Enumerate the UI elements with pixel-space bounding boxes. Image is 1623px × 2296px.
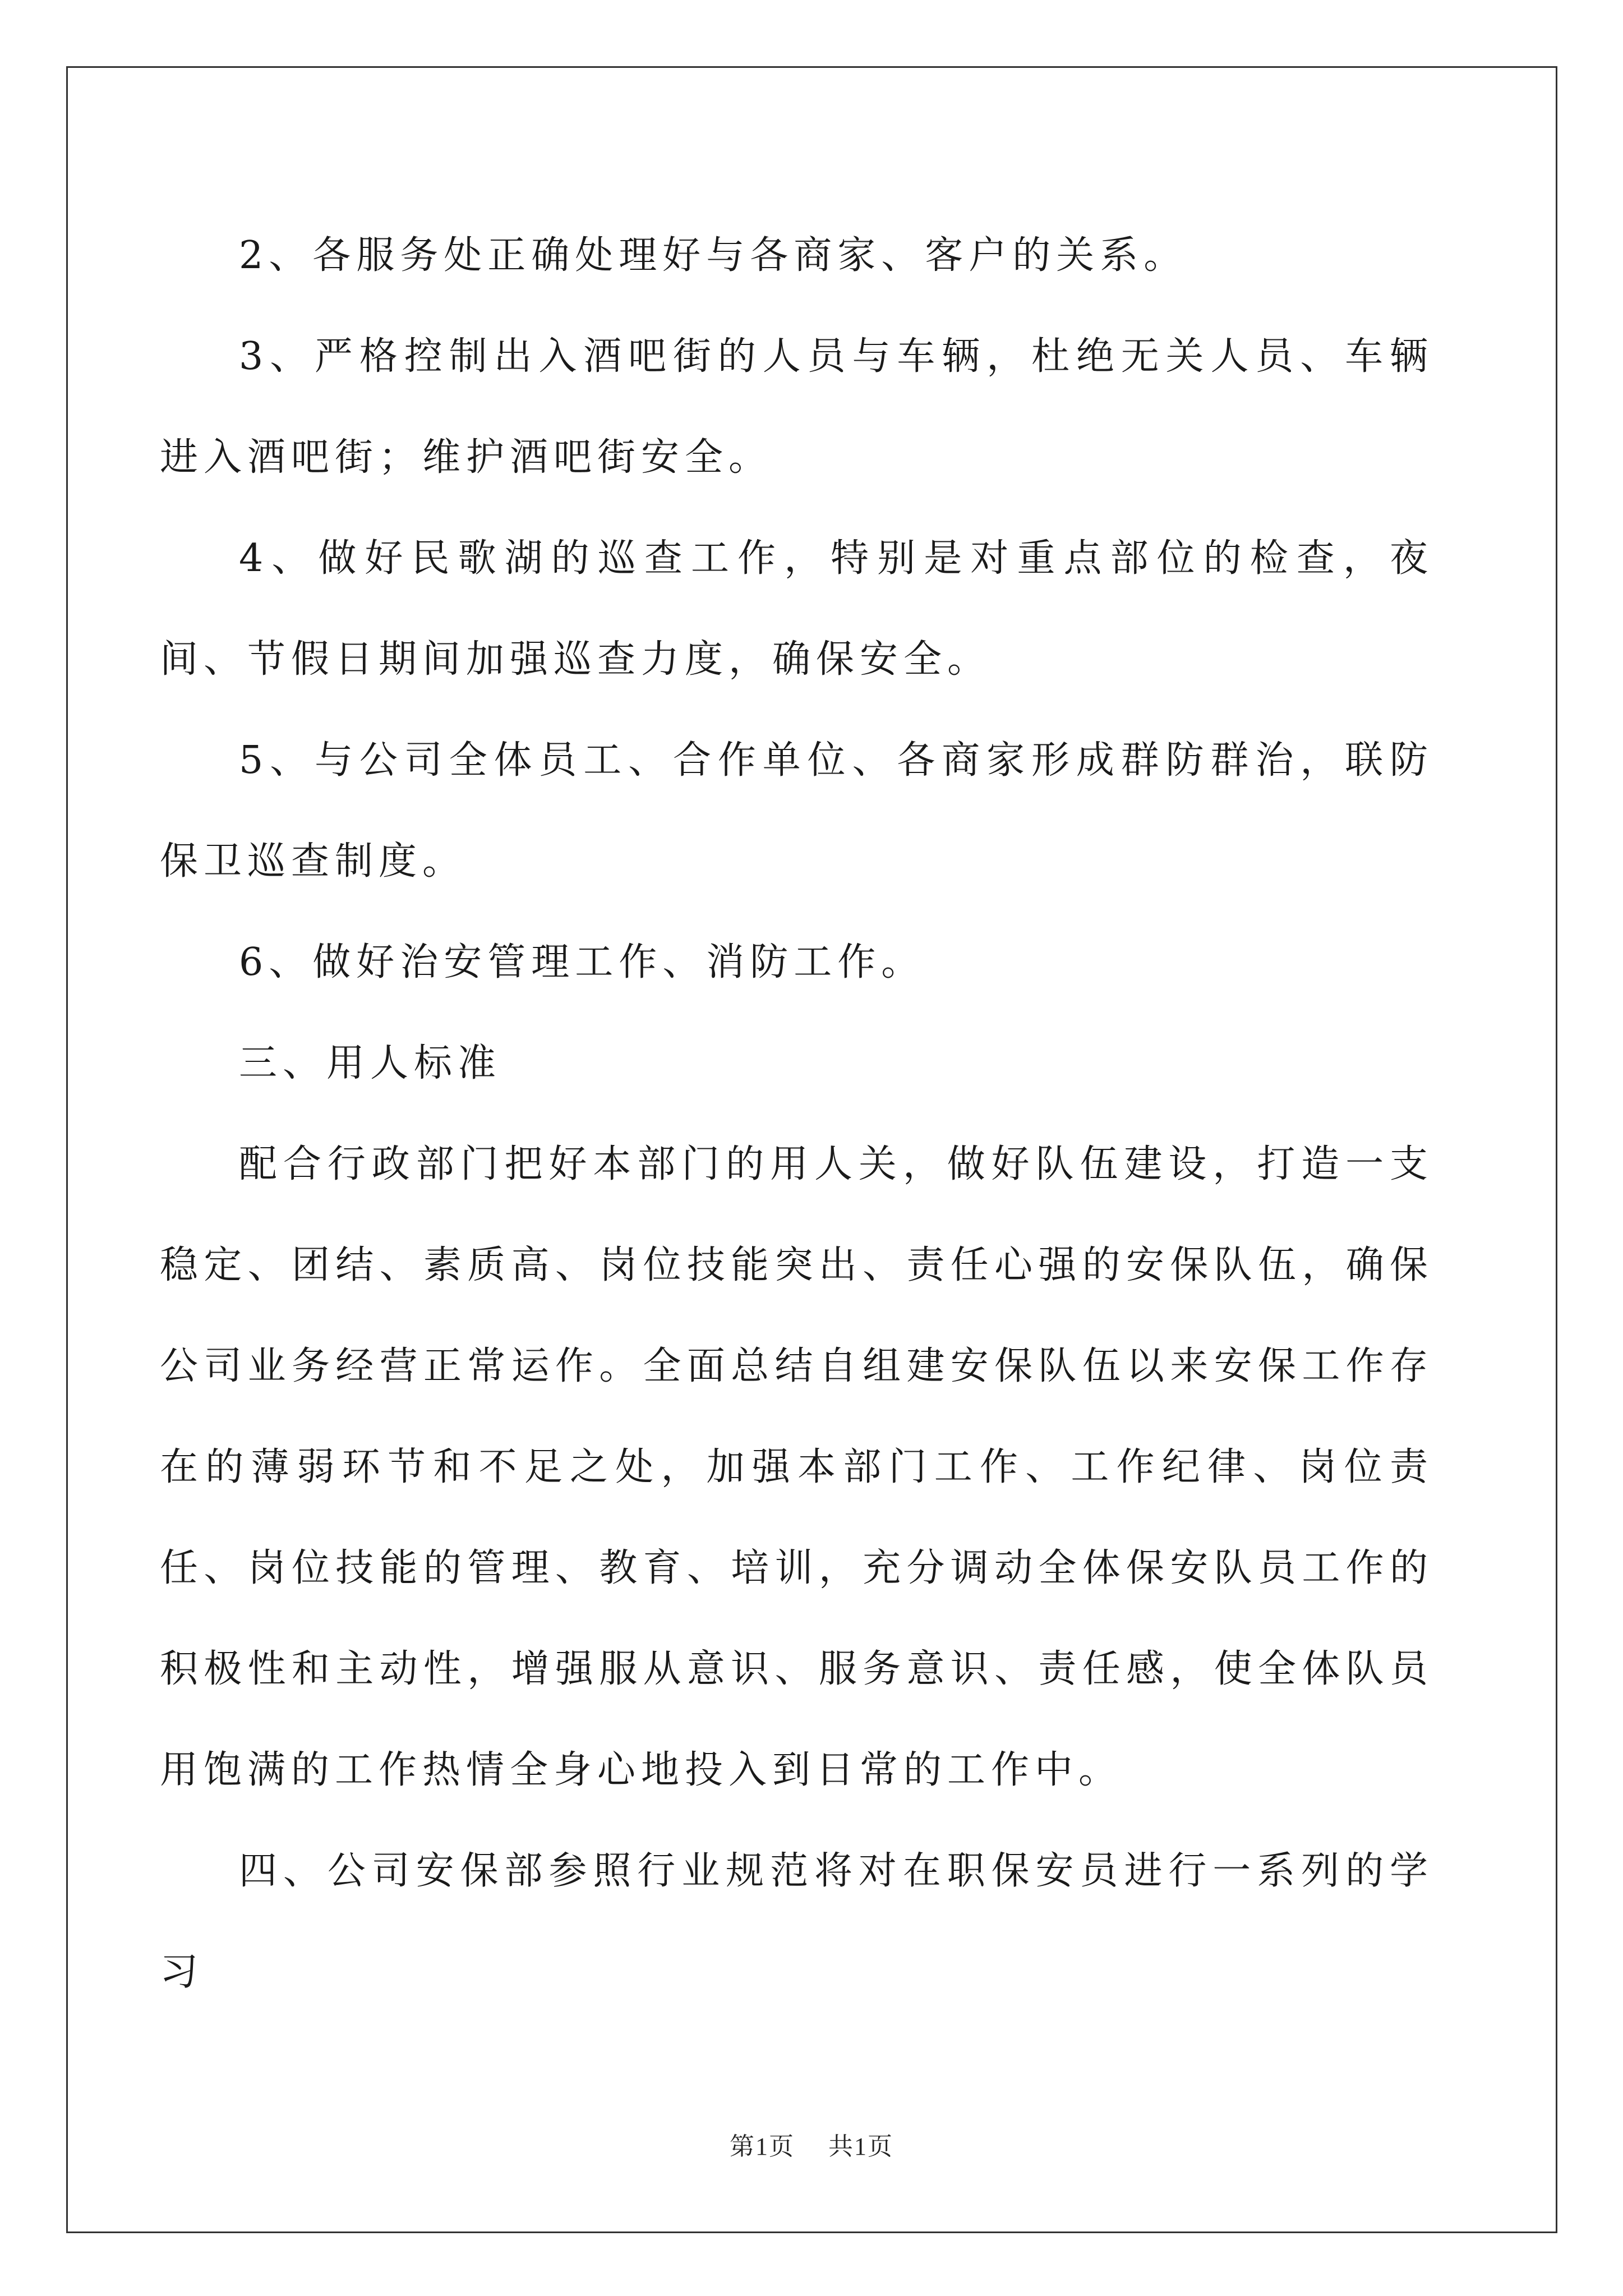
page-number-total: 共1页	[828, 2133, 893, 2160]
paragraph-item-6: 6、做好治安管理工作、消防工作。	[239, 940, 925, 984]
paragraph-item-3: 3、严格控制出入酒吧街的人员与车辆，杜绝无关人员、车辆进入酒吧街；维护酒吧街安全。	[160, 334, 1433, 480]
paragraph-item-2: 2、各服务处正确处理好与各商家、客户的关系。	[239, 233, 1188, 278]
paragraph-item-4: 4、做好民歌湖的巡查工作，特别是对重点部位的检查，夜间、节假日期间加强巡查力度，确保安全。	[160, 536, 1433, 682]
section-heading-training: 四、公司安保部参照行业规范将对在职保安员进行一系列的学习	[160, 1849, 1433, 1994]
paragraph-item-5: 5、与公司全体员工、合作单位、各商家形成群防群治，联防保卫巡查制度。	[160, 738, 1433, 884]
page-number-current: 第1页	[730, 2133, 795, 2160]
page-footer	[0, 2126, 1623, 2162]
document-body	[160, 205, 1433, 2023]
section-heading-staffing: 三、用人标准	[239, 1041, 502, 1085]
paragraph-staffing-body: 配合行政部门把好本部门的用人关，做好队伍建设，打造一支稳定、团结、素质高、岗位技能突出、责任心强的安保队伍，确保公司业务经营正常运作。全面总结自组建安保队伍以来安保工作存在的薄弱环节和不足之处，加强本部门工作、工作纪律、岗位责任、岗位技能的管理、教育、培训，充分调动全体保安队员工作的积极性和主动性，增强服从意识、服务意识、责任感，使全体队员用饱满的工作热情全身心地投入到日常的工作中。	[160, 1142, 1433, 1792]
